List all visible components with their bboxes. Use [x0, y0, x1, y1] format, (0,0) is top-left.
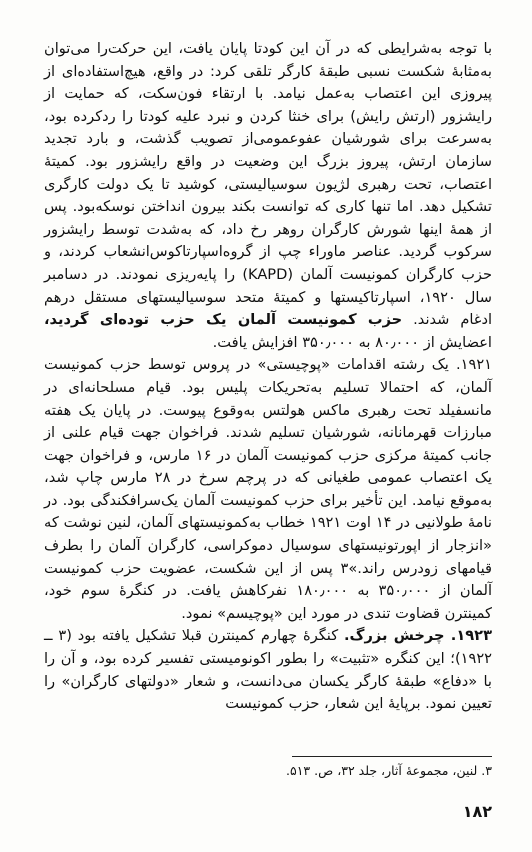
bold-phrase-mass-party: حزب کمونیست آلمان یک حزب توده‌ای گردید،: [44, 311, 403, 329]
paragraph-text: با توجه به‌شرایطی که در آن این کودتا پایان یافت، این حرکت‌را می‌توان به‌مثابهٔ شکست نسبی طبقهٔ کارگر تلقی کرد: در واقع، هیچ‌استفاده‌ای از پیروزی این اعتصاب به‌عمل نیامد. با ارتقاء فون‌سکت، که حمایت از رایشزور (ارتش رایش) برای خنثا کردن و نبرد علیه کودتا را ردکرده بود، به‌سرعت برای شورشیان عفوعمومی‌از تصویب گذشت، و بارد تجدید سازمان ارتش، پیروز بزرگ این وضعیت در واقع رایشزور بود. کمیتهٔ اعتصاب، تحت رهبری لژیون سوسیالیستی، کوشید تا یک دولت کارگری تشکیل دهد. اما تنها کاری که توانست بکند بیرون انداختن نوسکه‌بود. پس از همهٔ اینها شورش کارگران روهر رخ داد، که به‌شدت توسط رایشزور سرکوب گردید. عناصر ماوراء چپ از گروه‌اسپارتاکوس‌انشعاب کردند، و حزب کارگران کمونیست آلمان (KAPD) را پایه‌ریزی نمودند. در دسامبر سال ۱۹۲۰، اسپارتاکیستها و کمیتهٔ متحد سوسیالیستهای مستقل درهم ادغام شدند.: [44, 40, 493, 329]
body-text: [44, 38, 492, 716]
paragraph-text: ۱۹۲۱. یک رشته اقدامات «پوچیستی» در پروس توسط حزب کمونیست آلمان، که احتمالا تسلیم به‌تحریکات پلیس بود. قیام مسلحانه‌ای در مانسفیلد تحت رهبری ماکس هولتس به‌وقوع پیوست. در پایان یک هفته مبارزات قهرمانانه، شورشیان تسلیم شدند. فراخوان جهت قیام علنی از جانب کمیتهٔ مرکزی حزب کمونیست آلمان در ۱۶ مارس، و فراخوان جهت یک اعتصاب عمومی طغیانی که در پرچم سرخ در ۲۸ مارس چاپ شد، به‌موقع نیامد. این تأخیر برای حزب کمونیست آلمان یک‌سرافکندگی بود. در نامهٔ طولانیی در ۱۴ اوت ۱۹۲۱ خطاب به‌کمونیستهای آلمان، لنین نوشت که «انزجار از اپورتونیستهای سوسیال دموکراسی، کارگران آلمان را بطرف قیامهای زودرس راند.»۳ پس از این شکست، عضویت حزب کمونیست آلمان از ۳۵۰٫۰۰۰ به ۱۸۰٫۰۰۰ نفرکاهش یافت. در کنگرهٔ سوم خود، کمینترن قضاوت تندی در مورد این «پوچیسم» نمود.: [44, 356, 493, 622]
footnote: ۳. لنین، مجموعهٔ آثار، جلد ۳۲، ص. ۵۱۳.: [286, 763, 492, 778]
paragraph-text: اعضایش از ۸۰٫۰۰۰ به ۳۵۰٫۰۰۰ افزایش یافت.: [212, 333, 492, 351]
paragraph-text: کنگرهٔ چهارم کمینترن قبلا تشکیل یافته بود (۳ ــ ۱۹۲۲)؛ این کنگره «تثبیت» را بطور اکونومیستی تفسیر کرده بود، و آن را با «دفاع» طبقهٔ کارگر یکسان می‌دانست، و شعار «دولتهای کارگران» را تعیین نمود. برپایهٔ این شعار، حزب کمونیست: [44, 627, 492, 713]
paragraph-1923: [44, 625, 492, 715]
paragraph-1921: [44, 354, 492, 625]
page-number: ۱۸۲: [462, 802, 492, 821]
bold-lead-great-turn: ۱۹۲۳. چرخش بزرگ.: [344, 627, 492, 645]
paragraph-kapp-putsch-aftermath: [44, 38, 492, 354]
footnote-divider: [292, 756, 492, 757]
